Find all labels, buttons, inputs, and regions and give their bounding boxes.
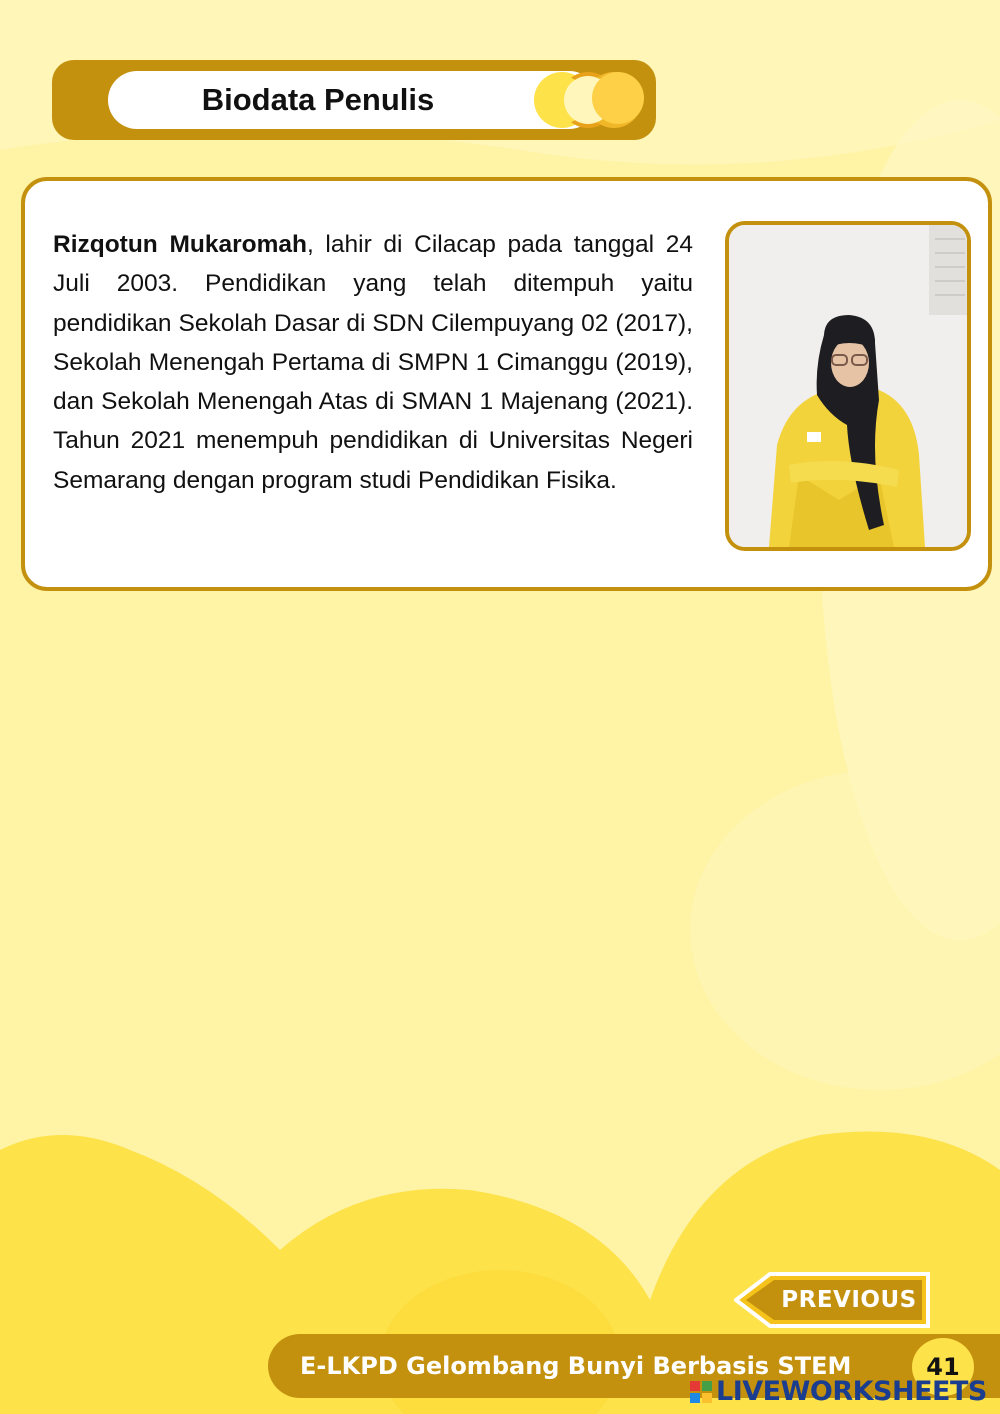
previous-button[interactable] xyxy=(734,1272,932,1328)
biography-body: , lahir di Cilacap pada tanggal 24 Juli 2003. Pendidikan yang telah ditempuh yaitu pendidikan Sekolah Dasar di SDN Cilempuyang 02 (2017), Sekolah Menengah Pertama di SMPN 1 Cimanggu (2019), dan Sekolah Menengah Atas di SMAN 1 Majenang (2021). Tahun 2021 menempuh pendidikan di Universitas Negeri Semarang dengan program studi Pendidikan Fisika. xyxy=(53,231,693,494)
page-number: 41 xyxy=(912,1338,974,1396)
author-photo xyxy=(725,221,971,551)
liveworksheets-watermark[interactable] xyxy=(690,1374,992,1410)
decorative-dots xyxy=(522,68,662,132)
page-title: Biodata Penulis xyxy=(201,82,435,117)
previous-label: PREVIOUS xyxy=(781,1287,917,1313)
author-name: Rizqotun Mukaromah xyxy=(53,231,307,258)
footer-title: E-LKPD Gelombang Bunyi Berbasis STEM xyxy=(300,1352,852,1380)
liveworksheets-brand: LIVEWORKSHEETS xyxy=(716,1376,987,1407)
biography-card xyxy=(21,177,992,591)
portrait-illustration xyxy=(729,225,967,547)
liveworksheets-logo-icon xyxy=(690,1381,712,1403)
title-banner xyxy=(52,60,656,140)
biography-text xyxy=(53,225,693,500)
